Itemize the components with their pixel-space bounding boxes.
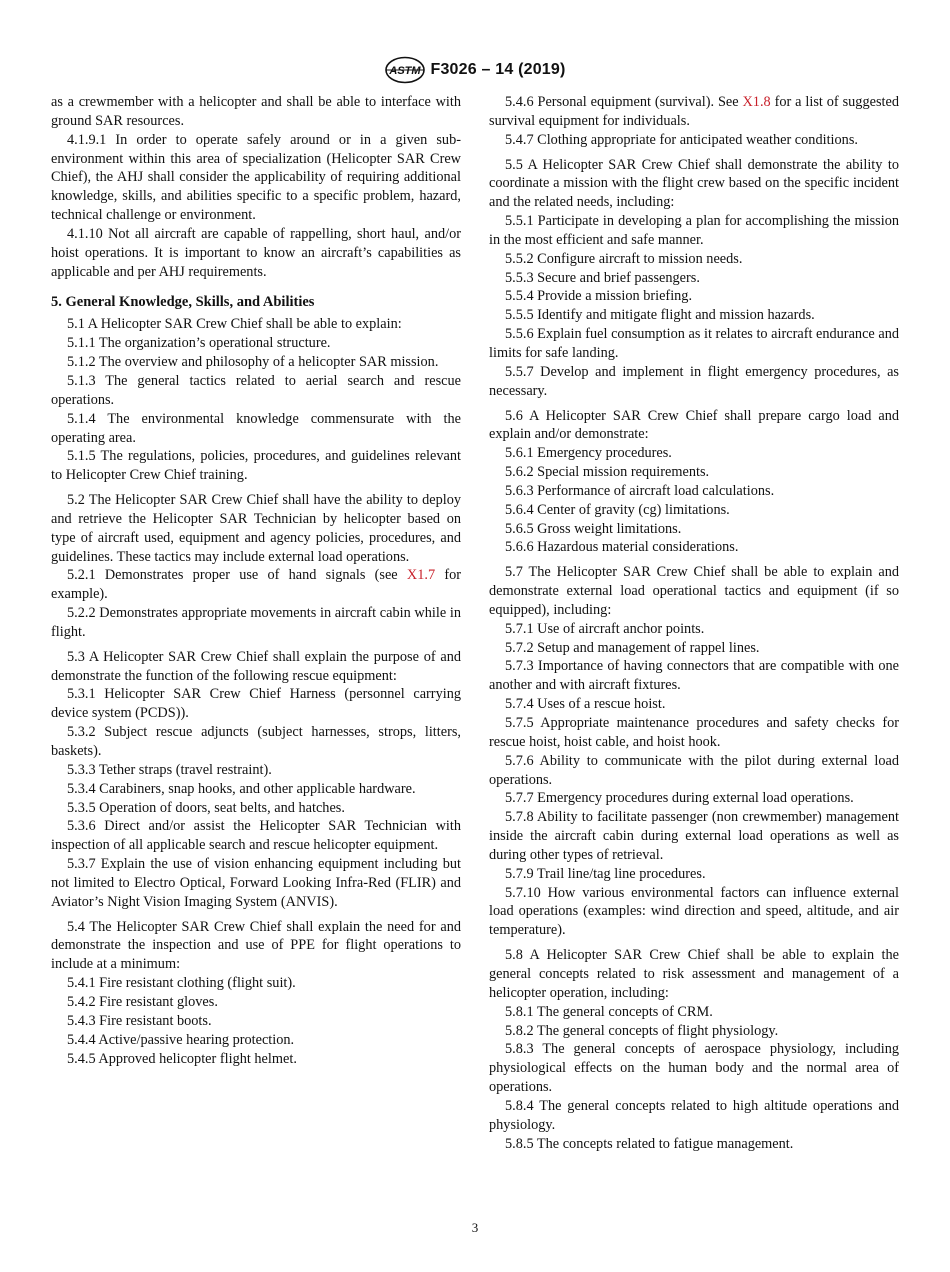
paragraph: 5.1.5 The regulations, policies, procedures, and guidelines relevant to Helicopter Crew Chief training. <box>51 448 461 484</box>
paragraph: 5.2 The Helicopter SAR Crew Chief shall have the ability to deploy and retrieve the Helicopter SAR Technician by helicopter based on type of aircraft used, equipment and agency policies, procedures, and guidelines. These tactics may include external load operations. <box>51 492 461 565</box>
paragraph: 5.3.4 Carabiners, snap hooks, and other applicable hardware. <box>67 780 416 797</box>
paragraph: 5.7.6 Ability to communicate with the pilot during external load operations. <box>489 752 899 788</box>
paragraph: 5.5.3 Secure and brief passengers. <box>505 269 700 286</box>
paragraph: 5.7.3 Importance of having connectors that are compatible with one another and with aircraft fixtures. <box>489 658 899 694</box>
paragraph-text: 5.4.6 Personal equipment (survival). See <box>505 94 743 110</box>
paragraph: 5.3.2 Subject rescue adjuncts (subject harnesses, strops, litters, baskets). <box>51 724 461 759</box>
page-header <box>0 56 950 84</box>
paragraph-text: for example). <box>51 567 461 603</box>
paragraph: 5.4.1 Fire resistant clothing (flight suit). <box>67 975 296 992</box>
paragraph: 5.4.5 Approved helicopter flight helmet. <box>67 1050 297 1067</box>
right-column <box>489 93 899 1153</box>
paragraph: 5.7 The Helicopter SAR Crew Chief shall be able to explain and demonstrate external load operational tactics and equipment (if so equipped), including: <box>489 564 899 618</box>
paragraph: 4.1.9.1 In order to operate safely around or in a given sub-environment within this area of specialization (Helicopter SAR Crew Chief), the AHJ shall consider the applicability of requiring additional knowledge, skills, and abilities specific to a specific problem, hazard, technical challenge or environment. <box>51 131 461 224</box>
paragraph: 5.1.2 The overview and philosophy of a helicopter SAR mission. <box>67 354 439 371</box>
paragraph: 5.5.5 Identify and mitigate flight and mission hazards. <box>505 307 815 324</box>
paragraph: 5.5.7 Develop and implement in flight emergency procedures, as necessary. <box>489 363 899 399</box>
paragraph: 5.8.2 The general concepts of flight physiology. <box>505 1022 779 1039</box>
paragraph: 5.7.5 Appropriate maintenance procedures and safety checks for rescue hoist, hoist cable, and hoist hook. <box>489 715 899 750</box>
paragraph: as a crewmember with a helicopter and shall be able to interface with ground SAR resources. <box>51 94 461 129</box>
paragraph: 5.1 A Helicopter SAR Crew Chief shall be able to explain: <box>67 316 402 333</box>
paragraph: 5.8.1 The general concepts of CRM. <box>505 1003 713 1020</box>
paragraph-text: 5.2.1 Demonstrates proper use of hand signals (see <box>67 567 407 584</box>
paragraph: 5.3.6 Direct and/or assist the Helicopter SAR Technician with inspection of all applicable search and rescue helicopter equipment. <box>51 818 461 854</box>
paragraph: 5.6 A Helicopter SAR Crew Chief shall prepare cargo load and explain and/or demonstrate: <box>489 407 899 443</box>
paragraph: 5.7.2 Setup and management of rappel lines. <box>505 639 760 656</box>
paragraph-text: for a list of suggested survival equipment for individuals. <box>489 94 899 129</box>
paragraph <box>51 566 461 604</box>
paragraph: 5.5.6 Explain fuel consumption as it relates to aircraft endurance and limits for safe landing. <box>489 326 899 361</box>
paragraph: 5.6.5 Gross weight limitations. <box>505 520 682 537</box>
cross-reference-link[interactable]: X1.8 <box>742 94 771 110</box>
paragraph: 5.7.9 Trail line/tag line procedures. <box>505 865 706 882</box>
paragraph: 5.8 A Helicopter SAR Crew Chief shall be able to explain the general concepts related to risk assessment and management of a helicopter operation, including: <box>489 947 899 1001</box>
left-column <box>51 93 461 1068</box>
paragraph: 5.6.4 Center of gravity (cg) limitations. <box>505 501 730 518</box>
paragraph: 5.3.5 Operation of doors, seat belts, and hatches. <box>67 799 345 816</box>
paragraph: 5.6.3 Performance of aircraft load calculations. <box>505 482 775 499</box>
paragraph: 5.6.6 Hazardous material considerations. <box>505 539 739 556</box>
paragraph: 5.7.4 Uses of a rescue hoist. <box>505 696 666 713</box>
paragraph: 4.1.10 Not all aircraft are capable of rappelling, short haul, and/or hoist operations. It is important to know an aircraft’s capabilities as applicable and per AHJ requirements. <box>51 225 461 280</box>
paragraph: 5.4.3 Fire resistant boots. <box>67 1012 212 1029</box>
paragraph: 5.2.2 Demonstrates appropriate movements in aircraft cabin while in flight. <box>51 605 461 640</box>
cross-reference-link[interactable]: X1.7 <box>406 567 436 584</box>
paragraph: 5.8.5 The concepts related to fatigue management. <box>505 1135 794 1152</box>
paragraph: 5.6.2 Special mission requirements. <box>505 464 710 481</box>
paragraph: 5.5.2 Configure aircraft to mission needs. <box>505 250 743 267</box>
paragraph: 5.5.1 Participate in developing a plan for accomplishing the mission in the most efficient and safe manner. <box>489 213 899 248</box>
paragraph: 5.7.10 How various environmental factors can influence external load operations (examples: wind direction and speed, altitude, and air temperature). <box>489 884 899 939</box>
svg-text:ASTM: ASTM <box>389 65 422 77</box>
paragraph: 5.5 A Helicopter SAR Crew Chief shall demonstrate the ability to coordinate a mission with the flight crew based on the specific incident and the related needs, including: <box>489 156 899 211</box>
astm-logo-icon <box>384 56 426 84</box>
paragraph: 5.8.4 The general concepts related to high altitude operations and physiology. <box>489 1097 899 1133</box>
paragraph: 5.4.4 Active/passive hearing protection. <box>67 1031 295 1048</box>
paragraph <box>489 93 899 131</box>
section-heading: 5. General Knowledge, Skills, and Abilities <box>51 294 315 311</box>
paragraph: 5.1.3 The general tactics related to aerial search and rescue operations. <box>51 372 461 408</box>
page-number: 3 <box>471 1220 479 1235</box>
paragraph: 5.5.4 Provide a mission briefing. <box>505 288 693 305</box>
paragraph: 5.3 A Helicopter SAR Crew Chief shall explain the purpose of and demonstrate the function of the following rescue equipment: <box>51 648 461 684</box>
paragraph: 5.3.1 Helicopter SAR Crew Chief Harness (personnel carrying device system (PCDS)). <box>51 686 461 722</box>
standard-designation: F3026 – 14 (2019) <box>430 61 566 78</box>
paragraph: 5.1.4 The environmental knowledge commensurate with the operating area. <box>51 410 461 446</box>
paragraph: 5.7.1 Use of aircraft anchor points. <box>505 620 705 637</box>
paragraph: 5.4.7 Clothing appropriate for anticipated weather conditions. <box>505 131 858 148</box>
paragraph: 5.3.3 Tether straps (travel restraint). <box>67 761 272 778</box>
paragraph: 5.4.2 Fire resistant gloves. <box>67 993 218 1010</box>
paragraph: 5.3.7 Explain the use of vision enhancing equipment including but not limited to Electro Optical, Forward Looking Infra-Red (FLIR) and Aviator’s Night Vision Imaging System (ANVIS). <box>51 856 461 910</box>
paragraph: 5.6.1 Emergency procedures. <box>505 445 672 462</box>
paragraph: 5.4 The Helicopter SAR Crew Chief shall explain the need for and demonstrate the inspection and use of PPE for flight operations to include at a minimum: <box>51 918 461 973</box>
paragraph: 5.7.7 Emergency procedures during external load operations. <box>505 790 854 807</box>
paragraph: 5.8.3 The general concepts of aerospace physiology, including physiological effects on the human body and the normal area of operations. <box>489 1041 899 1096</box>
paragraph: 5.7.8 Ability to facilitate passenger (non crewmember) management inside the aircraft cabin during external load operations as well as during other types of retrieval. <box>489 809 899 863</box>
paragraph: 5.1.1 The organization’s operational structure. <box>67 335 331 352</box>
